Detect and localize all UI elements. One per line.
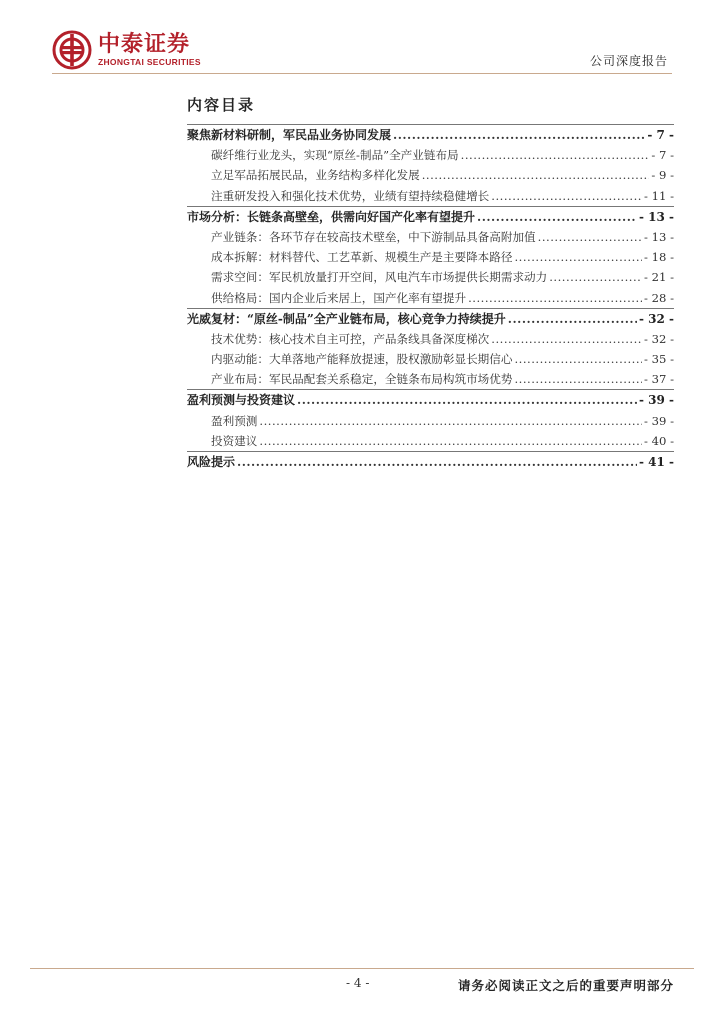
toc-section-entry[interactable] bbox=[187, 206, 674, 227]
header-divider bbox=[52, 73, 672, 74]
page-header bbox=[0, 0, 724, 86]
toc-subsection-entry[interactable] bbox=[187, 369, 674, 389]
toc-entry-page: - 37 - bbox=[644, 372, 674, 387]
toc-dot-leader bbox=[422, 165, 650, 185]
page-number: - 4 - bbox=[346, 976, 370, 990]
toc-entry-page: - 40 - bbox=[644, 433, 674, 448]
toc-entry-title: 供给格局：国内企业后来居上，国产化率有望提升 bbox=[211, 290, 467, 305]
toc-dot-leader bbox=[477, 207, 637, 227]
brand-name-en: ZHONGTAI SECURITIES bbox=[98, 56, 201, 67]
toc-entry-title: 注重研发投入和强化技术优势，业绩有望持续稳健增长 bbox=[211, 188, 490, 203]
brand-name-cn: 中泰证券 bbox=[98, 31, 191, 57]
toc-subsection-entry[interactable] bbox=[187, 288, 674, 308]
toc-entry-page: - 13 - bbox=[638, 209, 674, 224]
toc-dot-leader bbox=[468, 288, 642, 308]
toc-entry-page: - 11 - bbox=[644, 188, 674, 203]
toc-subsection-entry[interactable] bbox=[187, 349, 674, 369]
toc-subsection-entry[interactable] bbox=[187, 329, 674, 349]
toc-entry-title: 技术优势：核心技术自主可控，产品条线具备深度梯次 bbox=[211, 331, 490, 346]
brand-logo bbox=[52, 28, 201, 72]
toc-entry-title: 盈利预测 bbox=[211, 413, 258, 428]
toc-subsection-entry[interactable] bbox=[187, 247, 674, 267]
toc-subsection-entry[interactable] bbox=[187, 431, 674, 451]
toc-subsection-entry[interactable] bbox=[187, 165, 674, 185]
toc-section-entry[interactable] bbox=[187, 389, 674, 410]
toc-entry-page: - 7 - bbox=[651, 148, 674, 163]
toc-dot-leader bbox=[237, 452, 637, 472]
toc-entry-page: - 13 - bbox=[644, 229, 674, 244]
toc-entry-title: 盈利预测与投资建议 bbox=[187, 393, 296, 408]
toc-dot-leader bbox=[514, 369, 642, 389]
toc-dot-leader bbox=[461, 145, 650, 165]
toc-entry-page: - 21 - bbox=[644, 270, 674, 285]
zhongtai-logo-icon bbox=[52, 30, 92, 70]
toc-entry-title: 内驱动能：大单落地产能释放提速，股权激励彰显长期信心 bbox=[211, 352, 513, 367]
toc-entry-title: 产业链条：各环节存在较高技术壁垒，中下游制品具备高附加值 bbox=[211, 229, 536, 244]
toc-dot-leader bbox=[393, 125, 645, 145]
toc-subsection-entry[interactable] bbox=[187, 145, 674, 165]
toc-dot-leader bbox=[514, 349, 642, 369]
toc-subsection-entry[interactable] bbox=[187, 411, 674, 431]
toc-entry-title: 风险提示 bbox=[187, 455, 236, 469]
toc-entry-title: 聚焦新材料研制，军民品业务协同发展 bbox=[187, 128, 392, 142]
toc-entry-title: 成本拆解：材料替代、工艺革新、规模生产是主要降本路径 bbox=[211, 250, 513, 265]
toc-entry-title: 立足军品拓展民品，业务结构多样化发展 bbox=[211, 168, 420, 183]
toc-dot-leader bbox=[259, 411, 642, 431]
toc-subsection-entry[interactable] bbox=[187, 186, 674, 206]
toc-dot-leader bbox=[491, 329, 642, 349]
toc-section-entry[interactable] bbox=[187, 451, 674, 472]
table-of-contents bbox=[187, 124, 674, 472]
toc-entry-page: - 41 - bbox=[638, 455, 674, 469]
toc-entry-page: - 39 - bbox=[638, 393, 674, 408]
toc-entry-title: 碳纤维行业龙头，实现“原丝-制品”全产业链布局 bbox=[211, 148, 459, 163]
footer-divider bbox=[30, 968, 694, 969]
report-type-label: 公司深度报告 bbox=[589, 54, 668, 68]
toc-entry-page: - 32 - bbox=[644, 331, 674, 346]
toc-section-entry[interactable] bbox=[187, 124, 674, 145]
toc-entry-page: - 7 - bbox=[647, 128, 674, 142]
toc-title: 内容目录 bbox=[187, 96, 256, 114]
toc-entry-page: - 18 - bbox=[644, 250, 674, 265]
toc-entry-page: - 32 - bbox=[638, 311, 674, 326]
toc-entry-title: 光威复材：“原丝-制品”全产业链布局，核心竞争力持续提升 bbox=[187, 311, 506, 326]
toc-entry-page: - 39 - bbox=[644, 413, 674, 428]
toc-subsection-entry[interactable] bbox=[187, 227, 674, 247]
toc-section-entry[interactable] bbox=[187, 308, 674, 329]
toc-entry-title: 市场分析：长链条高壁垒，供需向好国产化率有望提升 bbox=[187, 209, 476, 224]
toc-dot-leader bbox=[549, 267, 642, 287]
toc-dot-leader bbox=[538, 227, 642, 247]
toc-dot-leader bbox=[491, 186, 642, 206]
toc-dot-leader bbox=[508, 309, 637, 329]
toc-dot-leader bbox=[297, 390, 637, 410]
toc-dot-leader bbox=[514, 247, 642, 267]
footer-disclaimer: 请务必阅读正文之后的重要声明部分 bbox=[457, 978, 674, 993]
toc-entry-page: - 9 - bbox=[651, 168, 674, 183]
toc-entry-title: 需求空间：军民机放量打开空间，风电汽车市场提供长期需求动力 bbox=[211, 270, 548, 285]
toc-entry-page: - 28 - bbox=[644, 290, 674, 305]
toc-entry-title: 投资建议 bbox=[211, 433, 258, 448]
toc-entry-page: - 35 - bbox=[644, 352, 674, 367]
toc-entry-title: 产业布局：军民品配套关系稳定，全链条布局构筑市场优势 bbox=[211, 372, 513, 387]
toc-dot-leader bbox=[259, 431, 642, 451]
toc-subsection-entry[interactable] bbox=[187, 267, 674, 287]
